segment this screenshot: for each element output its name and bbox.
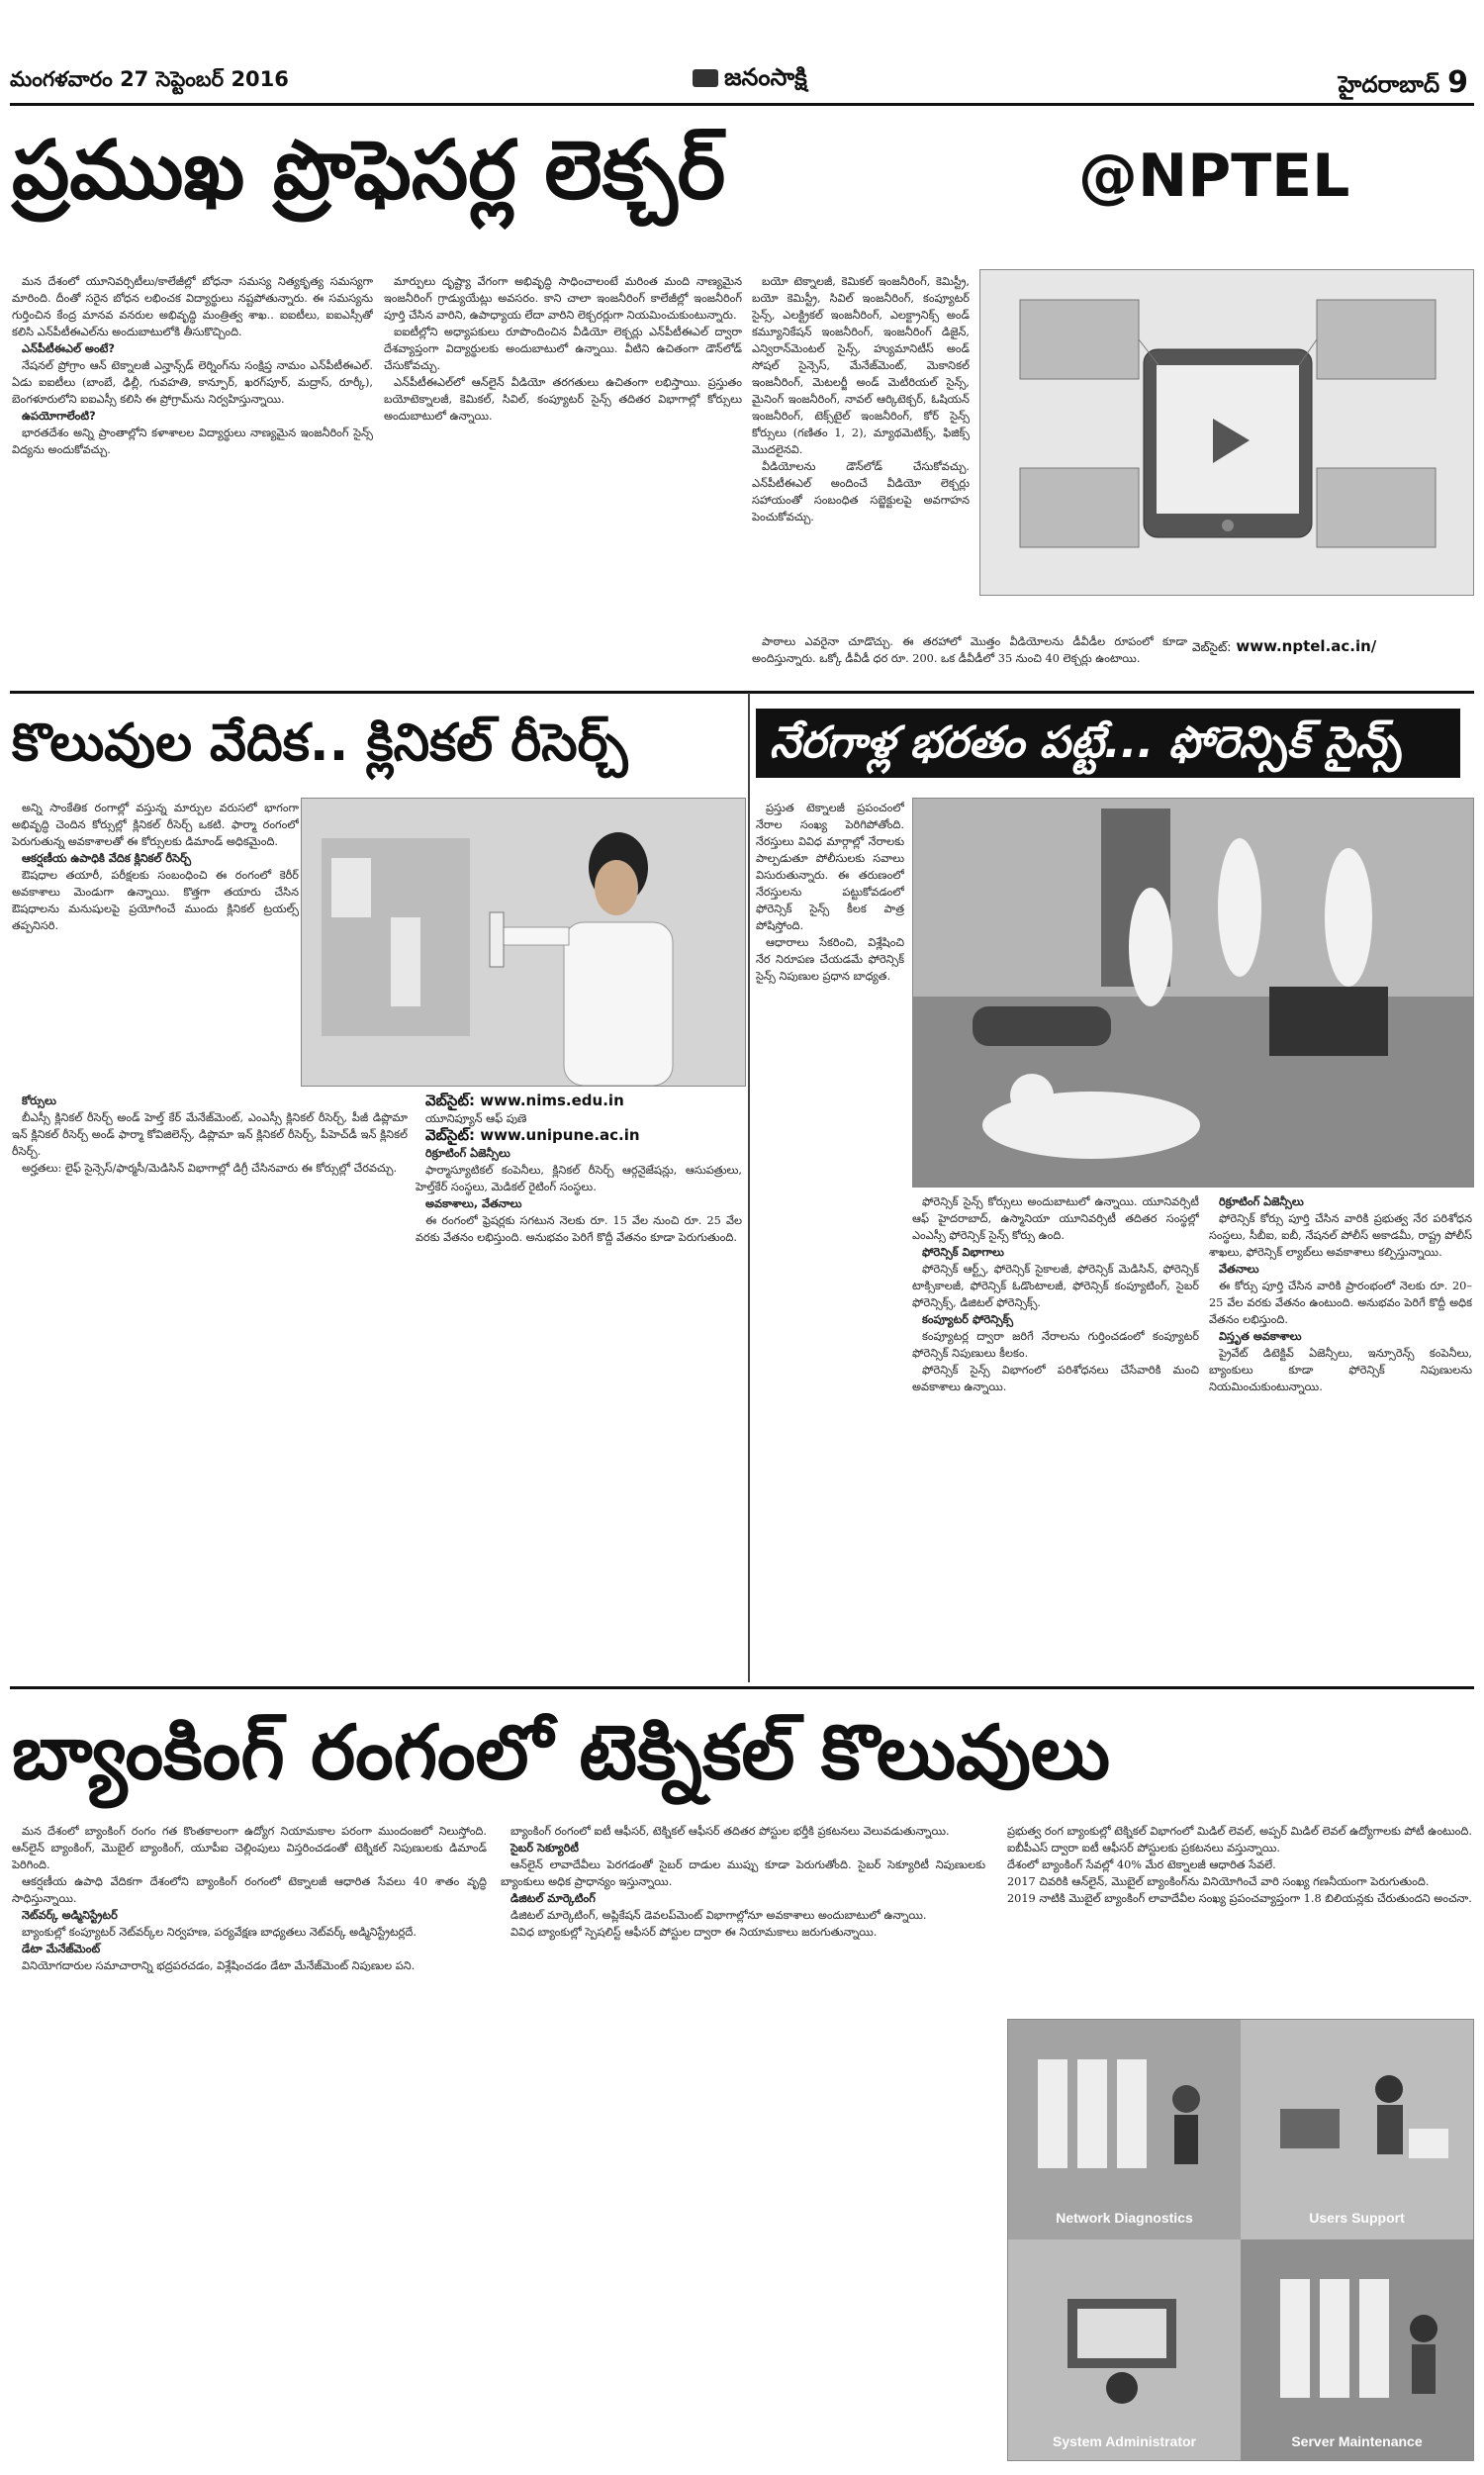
paragraph: భారతదేశం అన్ని ప్రాంతాల్లోని కళాశాలల విద్యార్థులు నాణ్యమైన ఇంజనీరింగ్ సైన్స్ విద్యను అందుకోవచ్చు. <box>12 427 373 456</box>
subheading: డిజిటల్ మార్కెటింగ్ <box>510 1892 596 1905</box>
system-administrator-panel <box>1008 2239 1241 2460</box>
city-name: హైదరాబాద్ <box>1338 72 1440 98</box>
paragraph: ఐబీపీఎస్ ద్వారా ఐటీ ఆఫీసర్ పోస్టులకు ప్రకటనలు వస్తున్నాయి. <box>1007 1842 1280 1855</box>
paragraph: ఆధారాలు సేకరించి, విశ్లేషించి నేర నిరూపణ చేయడమే ఫోరెన్సిక్ సైన్స్ నిపుణుల ప్రధాన బాధ్యత. <box>756 936 904 983</box>
infographic-label: Users Support <box>1309 2210 1405 2226</box>
article1-headline: ప్రముఖ ప్రొఫెసర్ల లెక్చర్ <box>12 124 726 218</box>
paragraph: యూనిప్యూన్ ఆఫ్ పుణె <box>425 1112 527 1125</box>
article1-col2 <box>384 273 742 669</box>
network-diagnostics-panel <box>1008 2020 1241 2239</box>
subheading: ఫోరెన్సిక్ విభాగాలు <box>922 1246 1004 1259</box>
users-support-panel <box>1241 2020 1473 2239</box>
page-header <box>10 59 1474 99</box>
article4-col2 <box>501 1823 985 2466</box>
article2-col1-top <box>12 800 299 1077</box>
nptel-illustration <box>979 269 1474 596</box>
paragraph: కంప్యూటర్ల ద్వారా జరిగే నేరాలను గుర్తించడంలో కంప్యూటర్ ఫోరెన్సిక్ నిపుణులు కీలకం. <box>912 1330 1199 1360</box>
article2-col1 <box>12 1093 408 1676</box>
paragraph: ఔషధాల తయారీ, పరీక్షలకు సంబంధించి ఈ రంగంలో కెరీర్ అవకాశాలు మెండుగా ఉన్నాయి. కొత్తగా తయారు చేసిన ఔషధాలను మనుషులపై ప్రయోగించే ముందు క్లినికల్ ట్రయల్స్ తప్పనిసరి. <box>12 869 299 932</box>
paragraph: ప్రైవేట్ డిటెక్టివ్ ఏజెన్సీలు, ఇన్సూరెన్స్ కంపెనీలు, బ్యాంకులు కూడా ఫోరెన్సిక్ నిపుణులను నియమించుకుంటున్నాయి. <box>1209 1347 1472 1393</box>
article2-headline: కొలువుల వేదిక.. క్లినికల్ రీసెర్చ్ <box>12 714 628 773</box>
article3-headline: నేరగాళ్ల భరతం పట్టే... ఫోరెన్సిక్ సైన్స్ <box>770 717 1402 768</box>
paragraph: దేశంలో బ్యాంకింగ్ సేవల్లో 40% మేర టెక్నాలజీ ఆధారిత సేవలే. <box>1007 1858 1276 1871</box>
paragraph: ప్రస్తుత టెక్నాలజీ ప్రపంచంలో నేరాల సంఖ్య పెరిగిపోతోంది. నేరస్తులు వివిధ మార్గాల్లో నేరాలకు పాల్పడుతూ పోలీసులకు సవాలు విసురుతున్నారు. ఈ తరుణంలో నేరస్తులను పట్టుకోవడంలో ఫోరెన్సిక్ సైన్స్ కీలక పాత్ర పోషిస్తోంది. <box>756 802 904 932</box>
issue-date: మంగళవారం 27 సెప్టెంబర్ 2016 <box>10 67 289 91</box>
subheading: డేటా మేనేజ్‌మెంట్ <box>22 1943 101 1955</box>
infographic-label: System Administrator <box>1053 2433 1196 2449</box>
masthead-logo <box>693 63 807 97</box>
masthead-name: జనంసాక్షి <box>724 63 807 91</box>
article3-headline-banner <box>756 709 1460 778</box>
system-administrator-icon <box>1008 2239 1241 2437</box>
paragraph: అర్హతలు: లైఫ్ సైన్సెస్/ఫార్మసీ/మెడిసిన్ విభాగాల్లో డిగ్రీ చేసినవారు ఈ కోర్సుల్లో చేరవచ్చు. <box>22 1162 398 1175</box>
article4-col1 <box>12 1823 487 2466</box>
paragraph: మార్పులు దృష్ట్యా వేగంగా అభివృద్ధి సాధించాలంటే మరింత మంది నాణ్యమైన ఇంజనీరింగ్ గ్రాడ్యుయేట్లు అవసరం. కాని చాలా ఇంజనీరింగ్ కాలేజీల్లో ఇంజనీరింగ్ పూర్తి చేసిన వారిని, ఉపాధ్యాయ లేదా వారిని లెక్చరర్లుగా నియమించుకుంటున్నారు. <box>384 275 742 322</box>
paragraph: పాఠాలు ఎవరైనా చూడొచ్చు. ఈ తరహాలో మొత్తం వీడియోలను డీవీడీల రూపంలో కూడా అందిస్తున్నారు. ఒక్కో డీవీడీ ధర రూ. 200. ఒక డీవీడీలో 35 నుంచి 40 లెక్చర్లు ఉంటాయి. <box>752 635 1187 665</box>
paragraph: అన్ని సాంకేతిక రంగాల్లో వస్తున్న మార్పుల వరుసలో భాగంగా అభివృద్ధి చెందిన కోర్సుల్లో క్లినికల్ రీసెర్చ్ ఒకటి. ఫార్మా రంగంలో పెరుగుతున్న అవకాశాలతో ఈ కోర్సులకు డిమాండ్ అధికమైంది. <box>12 802 299 848</box>
paragraph: బీఎస్సీ క్లినికల్ రీసెర్చ్ అండ్ హెల్త్ కేర్ మేనేజ్‌మెంట్, ఎంఎస్సీ క్లినికల్ రీసెర్చ్, పీజీ డిప్లొమా ఇన్ క్లినికల్ రీసెర్చ్ అండ్ ఫార్మా కోవిజిలెన్స్, డిప్లొమా ఇన్ క్లినికల్ రీసెర్చ్, పీహెచ్‌డీ ఇన్ క్లినికల్ రీసెర్చ్. <box>12 1111 408 1158</box>
paragraph: బ్యాంకుల్లో కంప్యూటర్ నెట్‌వర్క్‌ల నిర్వహణ, పర్యవేక్షణ బాధ్యతలు నెట్‌వర్క్ అడ్మినిస్ట్రేటర్లదే. <box>22 1926 417 1939</box>
paragraph: బ్యాంకింగ్ రంగంలో ఐటీ ఆఫీసర్, టెక్నికల్ ఆఫీసర్ తదితర పోస్టుల భర్తీకి ప్రకటనలు వెలువడుతున్నాయి. <box>510 1825 950 1838</box>
paragraph: బయో టెక్నాలజీ, కెమికల్ ఇంజనీరింగ్, కెమిస్ట్రీ, బయో కెమిస్ట్రీ, సివిల్ ఇంజనీరింగ్, కంప్యూటర్ సైన్స్, ఎలక్ట్రికల్ ఇంజనీరింగ్, ఎలక్ట్రానిక్స్ అండ్ కమ్యూనికేషన్ ఇంజనీరింగ్, ఇంజనీరింగ్ డిజైన్, ఎన్విరాన్‌మెంటల్ సైన్స్, హ్యుమానిటీస్ అండ్ సోషల్ సైన్సెస్, మేనేజ్‌మెంట్, మెకానికల్ ఇంజనీరింగ్, మెటలర్జీ అండ్ మెటీరియల్ సైన్స్, మైనింగ్ ఇంజనీరింగ్, నావల్ ఆర్కిటెక్చర్, ఓషియన్ ఇంజనీరింగ్, టెక్స్‌టైల్ ఇంజనీరింగ్, కోర్ సైన్స్ కోర్సులు (గణితం 1, 2), మ్యాథమెటిక్స్, ఫిజిక్స్ మొదలైనవి. <box>752 275 970 456</box>
subheading: రిక్రూటింగ్ ఏజెన్సీలు <box>425 1147 510 1160</box>
users-support-icon <box>1241 2020 1473 2218</box>
paragraph: ఎన్‌పీటీఈఎల్‌లో ఆన్‌లైన్ వీడియో తరగతులు ఉచితంగా లభిస్తాయి. ప్రస్తుతం బయోటెక్నాలజీ, కెమికల్, సివిల్, కంప్యూటర్ సైన్స్ తదితర విభాగాల్లో కోర్సులు అందుబాటులో ఉన్నాయి. <box>384 376 742 423</box>
scientist-image <box>302 799 745 1086</box>
paragraph: 2019 నాటికి మొబైల్ బ్యాంకింగ్ లావాదేవీల సంఖ్య ప్రపంచవ్యాప్తంగా 1.8 బిలియన్లకు చేరుతుందని అంచనా. <box>1007 1892 1472 1905</box>
paragraph: ఫోరెన్సిక్ సైన్స్ కోర్సులు అందుబాటులో ఉన్నాయి. యూనివర్సిటీ ఆఫ్ హైదరాబాద్, ఉస్మానియా యూనివర్సిటీ తదితర సంస్థల్లో ఎంఎస్సీ ఫోరెన్సిక్ సైన్స్ కోర్సు ఉంది. <box>912 1195 1199 1242</box>
subheading: ఎన్‌పీటీఈఎల్ అంటే? <box>22 342 115 355</box>
subheading: విస్తృత అవకాశాలు <box>1219 1330 1302 1343</box>
article1-col1 <box>12 273 373 669</box>
nptel-link[interactable]: www.nptel.ac.in/ <box>1236 637 1377 655</box>
subheading: అవకాశాలు, వేతనాలు <box>425 1197 522 1210</box>
website-line: వెబ్‌సైట్: www.nims.edu.in <box>425 1093 624 1109</box>
paragraph: నేషనల్ ప్రోగ్రాం ఆన్ టెక్నాలజీ ఎన్హాన్స్‌డ్ లెర్నింగ్‌ను సంక్షిప్త నామం ఎన్‌పీటీఈఎల్. ఏడు ఐఐటీలు (బాంబే, ఢిల్లీ, గువహతి, కాన్పూర్, ఖరగ్‌పూర్, మద్రాస్, రూర్కీ), బెంగళూరులోని ఐఐఎస్సీ కలిసి ఈ ప్రోగ్రామ్‌ను నిర్వహిస్తున్నాయి. <box>12 359 373 406</box>
lab-scientist-photo <box>301 798 746 1087</box>
article3-col2 <box>912 1193 1199 1678</box>
paragraph: వివిధ బ్యాంకుల్లో స్పెషలిస్ట్ ఆఫీసర్ పోస్టుల ద్వారా ఈ నియామకాలు జరుగుతున్నాయి. <box>510 1926 878 1939</box>
crime-scene-image <box>913 799 1473 1187</box>
subheading: రిక్రూటింగ్ ఏజెన్సీలు <box>1219 1195 1304 1208</box>
paragraph: ఫోరెన్సిక్ ఆర్ట్స్, ఫోరెన్సిక్ సైకాలజీ, ఫోరెన్సిక్ మెడిసిన్, ఫోరెన్సిక్ టాక్సికాలజీ, ఫోరెన్సిక్ ఓడొంటాలజీ, ఫోరెన్సిక్ కంప్యూటింగ్, సైబర్ ఫోరెన్సిక్స్, డిజిటల్ ఫోరెన్సిక్స్. <box>912 1263 1199 1309</box>
article3-col3 <box>1209 1193 1472 1678</box>
paragraph: మన దేశంలో యూనివర్సిటీలు/కాలేజీల్లో బోధనా సమస్య నిత్యకృత్య సమస్యగా మారింది. దీంతో సరైన బోధన లభించక విద్యార్థులు నష్టపోతున్నారు. ఈ సమస్యను గుర్తించిన కేంద్ర మానవ వనరుల అభివృద్ధి మంత్రిత్వ శాఖ.. ఐఐటీలు, ఐఐఎస్సీతో కలిసి ఎన్‌పీటీఈఎల్‌ను అందుబాటులోకి తీసుకొచ్చింది. <box>12 275 373 338</box>
subheading: ఆకర్షణీయ ఉపాధికి వేదిక క్లినికల్ రీసెర్చ్ <box>22 852 192 865</box>
paragraph: ఆన్‌లైన్ లావాదేవీలు పెరగడంతో సైబర్ దాడుల ముప్పు కూడా పెరుగుతోంది. సైబర్ సెక్యూరిటీ నిపుణులకు బ్యాంకులు అధిక ప్రాధాన్యం ఇస్తున్నాయి. <box>501 1858 985 1888</box>
subheading: నెట్‌వర్క్ అడ్మినిస్ట్రేటర్ <box>22 1909 118 1922</box>
subheading: కంప్యూటర్ ఫోరెన్సిక్స్ <box>922 1313 1014 1326</box>
article3-col1 <box>756 800 904 1354</box>
article4-headline: బ్యాంకింగ్ రంగంలో టెక్నికల్ కొలువులు <box>12 1708 1111 1796</box>
paragraph: ఈ రంగంలో ఫ్రెషర్లకు సగటున నెలకు రూ. 15 వేల నుంచి రూ. 25 వేల వరకు వేతనం లభిస్తుంది. అనుభవం పెరిగే కొద్దీ వేతనం కూడా పెరుగుతుంది. <box>416 1214 742 1244</box>
forensic-crime-scene-photo <box>912 798 1474 1188</box>
header-divider <box>10 103 1474 106</box>
paragraph: ఫోరెన్సిక్ సైన్స్ విభాగంలో పరిశోధనలు చేసేవారికి మంచి అవకాశాలు ఉన్నాయి. <box>912 1364 1199 1393</box>
subheading: ఉపయోగాలేంటి? <box>22 410 96 423</box>
article1-col3 <box>752 273 970 619</box>
infographic-label: Network Diagnostics <box>1056 2210 1193 2226</box>
subheading: వేతనాలు <box>1219 1263 1259 1276</box>
elearning-illustration <box>980 270 1473 595</box>
article2-col2 <box>416 1093 742 1676</box>
article3-divider <box>10 1686 1474 1689</box>
server-maintenance-panel <box>1241 2239 1473 2460</box>
brand-icon <box>693 69 718 87</box>
page-number: 9 <box>1447 65 1468 100</box>
paragraph: వీడియోలను డౌన్‌లోడ్ చేసుకోవచ్చు. ఎన్‌పీటీఈఎల్ అందించే వీడియో లెక్చర్లు సహాయంతో సంబంధిత సబ్జెక్టులపై అవగాహన పెంచుకోవచ్చు. <box>752 460 970 524</box>
paragraph: డిజిటల్ మార్కెటింగ్, అప్లికేషన్ డెవలప్‌మెంట్ విభాగాల్లోనూ అవకాశాలు అందుబాటులో ఉన్నాయి. <box>510 1909 927 1922</box>
column-divider <box>748 693 750 1682</box>
paragraph: ఆకర్షణీయ ఉపాధి వేదికగా దేశంలోని బ్యాంకింగ్ రంగంలో టెక్నాలజీ ఆధారిత సేవలు 40 శాతం వృద్ధి సాధిస్తున్నాయి. <box>12 1875 487 1905</box>
paragraph: ఫోరెన్సిక్ కోర్సు పూర్తి చేసిన వారికి ప్రభుత్వ నేర పరిశోధన సంస్థలు, సీబీఐ, ఐబీ, నేషనల్ పోలీస్ అకాడమీ, రాష్ట్ర పోలీస్ శాఖలు, ఫోరెన్సిక్ ల్యాబ్‌లు అవకాశాలు కల్పిస్తున్నాయి. <box>1209 1212 1472 1259</box>
infographic-label: Server Maintenance <box>1291 2433 1423 2449</box>
network-diagnostics-icon <box>1008 2020 1241 2218</box>
paragraph: ఫార్మాస్యూటికల్ కంపెనీలు, క్లినికల్ రీసెర్చ్ ఆర్గనైజేషన్లు, ఆసుపత్రులు, హెల్త్‌కేర్ సంస్థలు, మెడికల్ రైటింగ్ సంస్థలు. <box>416 1164 742 1193</box>
article1-headline-tag: @NPTEL <box>1078 142 1350 211</box>
paragraph: వినియోగదారుల సమాచారాన్ని భద్రపరచడం, విశ్లేషించడం డేటా మేనేజ్‌మెంట్ నిపుణుల పని. <box>22 1959 416 1972</box>
paragraph: 2017 చివరికి ఆన్‌లైన్, మొబైల్ బ్యాంకింగ్‌ను వినియోగించే వారి సంఖ్య గణనీయంగా పెరుగుతుంది. <box>1007 1875 1430 1888</box>
paragraph: ఈ కోర్సు పూర్తి చేసిన వారికి ప్రారంభంలో నెలకు రూ. 20–25 వేల వరకు వేతనం ఉంటుంది. అనుభవం పెరిగే కొద్దీ అధిక వేతనం లభిస్తుంది. <box>1209 1280 1472 1326</box>
paragraph: ప్రభుత్వ రంగ బ్యాంకుల్లో టెక్నికల్ విభాగంలో మిడిల్ లెవల్, అప్పర్ మిడిల్ లెవల్ ఉద్యోగాలకు పోటీ ఉంటుంది. <box>1007 1825 1472 1838</box>
paragraph: మన దేశంలో బ్యాంకింగ్ రంగం గత కొంతకాలంగా ఉద్యోగ నియామకాల పరంగా ముందంజలో నిలుస్తోంది. ఆన్‌లైన్ బ్యాంకింగ్, మొబైల్ బ్యాంకింగ్, యూపీఐ చెల్లింపులు విస్తరించడంతో టెక్నికల్ నిపుణులకు డిమాండ్ పెరిగింది. <box>12 1825 487 1871</box>
server-maintenance-icon <box>1241 2239 1473 2437</box>
website-label: వెబ్‌సైట్: <box>1192 640 1232 654</box>
nptel-website <box>1192 636 1479 657</box>
paragraph: ఐఐటీల్లోని అధ్యాపకులు రూపొందించిన వీడియో లెక్చర్లు ఎన్‌పీటీఈఎల్ ద్వారా దేశవ్యాప్తంగా విద్యార్థులకు అందుబాటులో ఉన్నాయి. వీటిని ఉచితంగా డౌన్‌లోడ్ చేసుకోవచ్చు. <box>384 326 742 372</box>
article1-divider <box>10 691 1474 694</box>
edition-city <box>1339 65 1468 104</box>
banking-infographic <box>1007 2019 1474 2461</box>
website-line: వెబ్‌సైట్: www.unipune.ac.in <box>425 1126 640 1144</box>
article1-col4 <box>752 633 1187 667</box>
subheading: సైబర్ సెక్యూరిటీ <box>510 1842 580 1855</box>
article4-col3 <box>997 1823 1472 2011</box>
subheading: కోర్సులు <box>22 1095 56 1107</box>
